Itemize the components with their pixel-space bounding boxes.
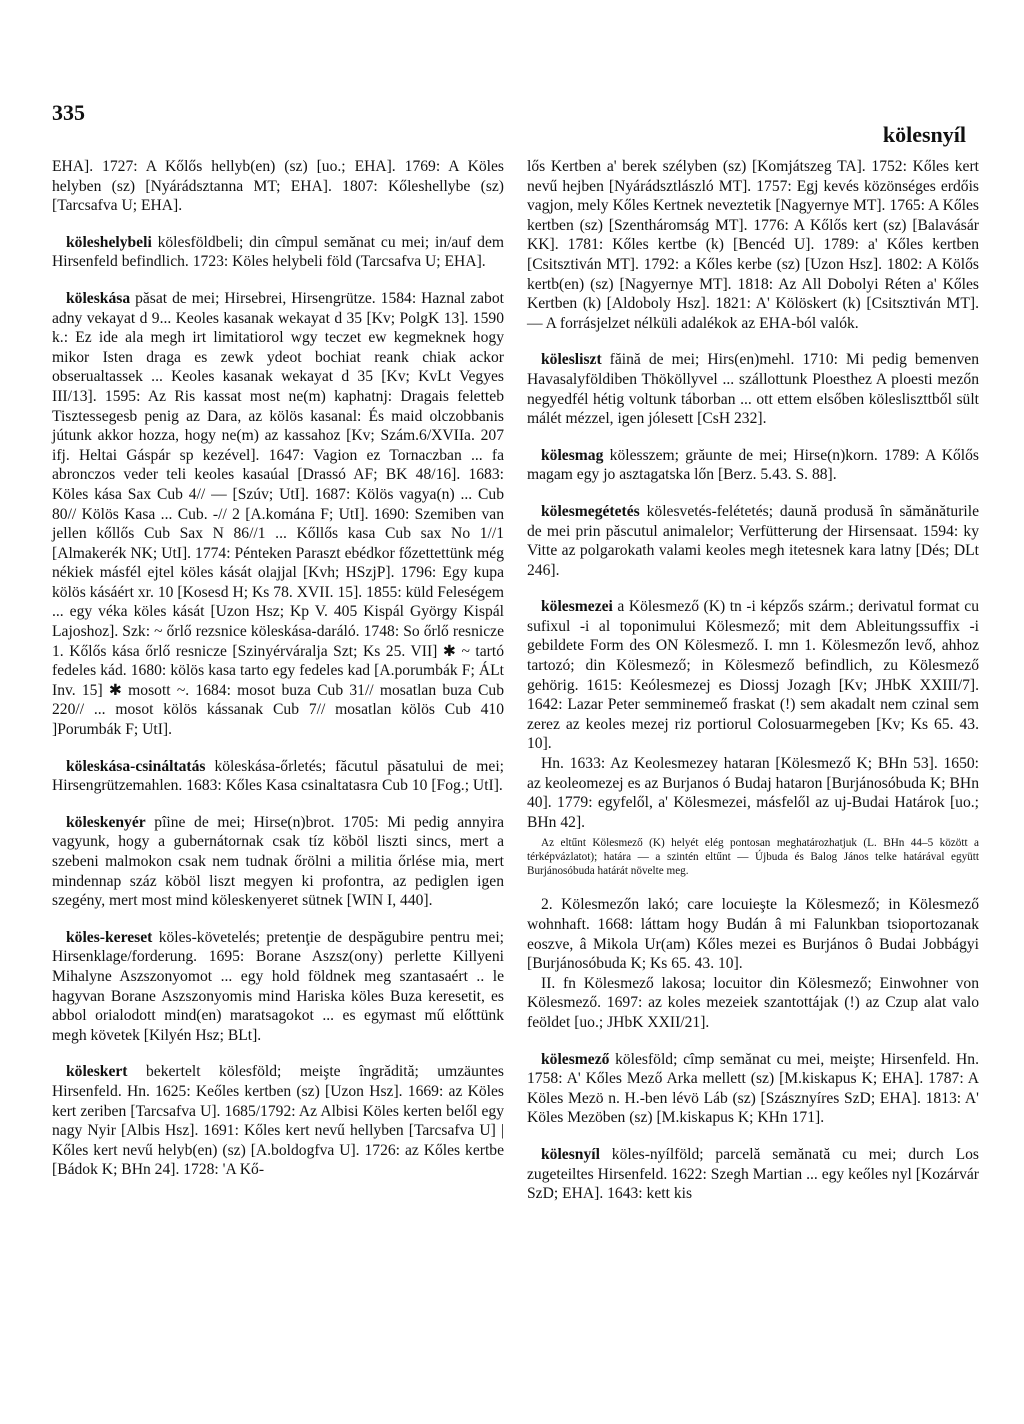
entry-headword: köleskása <box>66 289 131 307</box>
entry-text: Hn. 1633: Az Keolesmezey hataran [Kölesmező K; BHn 53]. 1650: az keoleomezej es az Burjanos ó Budaj hataron [Burjánosóbuda K; BHn 40]. 1779: egyfelől, a' Kölesmezei, másfelől az uj-Budai Határok [uo.; BHn 42]. <box>527 755 979 831</box>
dictionary-entry <box>527 157 979 333</box>
entry-continuation <box>527 974 979 1033</box>
note-text: Az eltűnt Kölesmező (K) helyét elég pontosan meghatározhatjuk (L. BHn 44–5 között a térképvázlatot); határa — a szintén eltűnt — Újbuda és Balog János telke határával együtt Burjánosóbuda határát növelte meg. <box>527 837 979 878</box>
entry-headword: köleshelybeli <box>66 233 152 251</box>
running-head: kölesnyíl <box>882 122 966 147</box>
dictionary-entry <box>52 233 504 272</box>
entry-headword: köleskenyér <box>66 813 146 831</box>
dictionary-entry <box>527 1050 979 1128</box>
entry-headword: köles-kereset <box>66 928 153 946</box>
entry-headword: kölesliszt <box>541 351 602 369</box>
entry-subsense <box>527 895 979 973</box>
entry-text: köles-nyílföld; parcelă semănată cu mei; durch Los zugeteiltes Hirsenfeld. 1622: Szegh Martian ... egy keőles nyl [Kozárvár SzD; EHA]. 1643: kett kis <box>527 1145 979 1203</box>
entry-text: köleskása-őrletés; făcutul păsatului de mei; Hirsengrützemahlen. 1683: Kőles Kasa csinaltatasra Cub 10 [Fog.; UtI]. <box>52 757 504 795</box>
entry-text: kölesszem; grăunte de mei; Hirse(n)korn. 1789: A Kőlős magam egy jo asztagatska lőn [Berz. 5.43. S. 88]. <box>527 446 979 484</box>
entry-headword: köleskert <box>66 1063 128 1081</box>
entry-text: pîine de mei; Hirse(n)brot. 1705: Mi pedig annyira vagyunk, hogy a gubernátornak csak tíz köböl liszti sincs, mert a szebeni malmokon csak nem tudnak őrölni a militia őrlése mia, mert mindennap száz köböl liszt megyen ki profontra, az pediglen igen szegény, mert most mind köleskenyeret sütnek [WIN I, 440]. <box>52 813 504 910</box>
entry-headword: kölesmag <box>541 446 604 464</box>
entry-headword: köleskása-csináltatás <box>66 757 206 775</box>
entry-text: 2. Kölesmezőn lakó; care locuieşte la Kölesmező; in Kölesmező wohnhaft. 1668: láttam hogy Budán â mi Falunkban tsioportozanak eoszve, â Mikola Ur(am) Kőles mezei es Burjános ô Budai Jobbágyi [Burjánosóbuda K; Ks 65. 43. 10]. <box>527 896 979 973</box>
entry-headword: kölesnyíl <box>541 1145 600 1163</box>
entry-continuation <box>527 754 979 832</box>
dictionary-entry <box>527 502 979 580</box>
entry-text: lős Kertben a' berek szélyben (sz) [Komjátszeg TA]. 1752: Kőles kert nevű hejben [Nyárádsztlászló MT]. 1757: Egj kevés közönséges erdőis vagjon, mely Kőles Kertnek neveztetik [Nagyernye MT]. 1765: A Kőles kertben (sz) [Szentháromság MT]. 1776: A Kőlős kert (sz) [Balavásár KK]. 1781: Kőles kertbe (k) [Bencéd U]. 1789: a' Kőles kertben [Csitsztiván MT]. 1792: a Kőles kerbe (sz) [Uzon Hsz]. 1802: A Kölős kertb(en) (sz) [Nagyernye MT]. 1818: Az All Dobolyi Réten a' Kőles Kertben (k) [Aldoboly Hsz]. 1821: A' Kölöskert (k) [Csitsztiván MT]. — A forrásjelzet nélküli adalékok az EHA-ból valók. <box>527 158 979 332</box>
dictionary-entry <box>527 1145 979 1204</box>
entry-text: köles-követelés; pretenţie de despăgubire pentru mei; Hirsenklage/forderung. 1695: Borane Aszsz(ony) perlette Killyeni Mihalyne Aszszonyomot ... egy hold földnek meg szantasaért .. le hagyvan Borane Aszszonyomis mind Hariska köles Buza keresetit, es abbol orialodott mind(en) maratsagokot ... es egymast mű előttünk megh követek [Kilyén Hsz; BLt]. <box>52 928 504 1044</box>
entry-text: făină de mei; Hirs(en)mehl. 1710: Mi pedig bemenven Havasalyföldiben Thököllyvel ... szállottunk Ploesthez A ploesti mezőn negyedfél hétig voltunk táborban ... ott ettem elsőben kölesliszttből sült málét mézzel, igen jólesett [CsH 232]. <box>527 351 979 428</box>
entry-text: II. fn Kölesmező lakosa; locuitor din Kölesmező; Einwohner von Kölesmező. 1697: az koles mezeiek szantottájak (!) az Czup alat valo feöldet [uo.; JHbK XXII/21]. <box>527 974 979 1031</box>
entry-text: EHA]. 1727: A Kőlős hellyb(en) (sz) [uo.; EHA]. 1769: A Köles helyben (sz) [Nyárádsztanna MT; EHA]. 1807: Kőleshellybe (sz) [Tarcsafva U; EHA]. <box>52 158 504 215</box>
entry-text: kölesvetés-felétetés; daună produsă în sămănăturile de mei prin păscutul animalelor; Verfütterung der Hirsensaat. 1594: ky Vitte az polgarokath valami keoles megh itetesnek kara latny [Dés; DLt 246]. <box>527 502 979 579</box>
right-column <box>527 157 979 1204</box>
entry-note <box>527 836 979 878</box>
entry-text: kölesföldbeli; din cîmpul semănat cu mei; in/auf dem Hirsenfeld befindlich. 1723: Köles helybeli föld (Tarcsafva U; EHA]. <box>52 233 504 271</box>
dictionary-entry <box>52 1062 504 1180</box>
dictionary-entry <box>52 928 504 1046</box>
page-number: 335 <box>52 100 85 125</box>
dictionary-entry <box>527 350 979 428</box>
dictionary-entry <box>52 757 504 796</box>
dictionary-entry <box>527 446 979 485</box>
entry-text: a Kölesmező (K) tn -i képzős szárm.; derivatul format cu sufixul -i al toponimului Kölesmező; mit dem Ableitungssuffix -i gebildete Form des ON Kölesmező. I. mn 1. Kölesmezőn levő, ahhoz tartozó; din Kölesmező; in Kölesmező befindlich, zu Kölesmező gehörig. 1615: Keólesmezej es Diossj Jozagh [Kv; JHbK XXIII/7]. 1642: Lazar Peter semminemeő fraskat (!) sem akadalt nem czinal sem zerez az keoles mezej riz portiorul Colosuarmegeben [Kv; Ks 65. 43. 10]. <box>527 598 979 753</box>
entry-headword: kölesmegétetés <box>541 502 640 520</box>
entry-headword: kölesmezei <box>541 598 613 616</box>
entry-headword: kölesmező <box>541 1050 610 1068</box>
dictionary-entry <box>52 813 504 911</box>
entry-text: bekertelt kölesföld; meişte îngrădită; umzäuntes Hirsenfeld. Hn. 1625: Keőles kertben (sz) [Uzon Hsz]. 1669: az Köles kert zeriben [Tarcsafva U]. 1685/1792: Az Albisi Köles kerten belől egy nagy Nyir [Albis Hsz]. 1691: Kőles kert nevű hellyben [Tarcsafva U] | Kőles kert nevű helyb(en) (sz) [A.boldogfva U]. 1726: az Kőles kertbe [Bádok K; BHn 24]. 1728: 'A Kő- <box>52 1063 504 1179</box>
entry-text: kölesföld; cîmp semănat cu mei, meişte; Hirsenfeld. Hn. 1758: A' Kőles Mező Arka mellett (sz) [M.kiskapus K; EHA]. 1787: A Köles Mezö n. H.-ben lévö Láb (sz) [Szásznyíres SzD; EHA]. 1813: A' Köles Mezöben (sz) [M.kiskapus K; KHn 171]. <box>527 1050 979 1127</box>
left-column <box>52 157 504 1180</box>
entry-text: păsat de mei; Hirsebrei, Hirsengrütze. 1584: Haznal zabot adny vekayat d 9... Keoles kasanak wekayat d 35 [Kv; PolgK 13]. 1590 k.: Ez ide ala megh irt limitatiorol wgy teczet ew kegmeknek hogy mikor Isten draga es zewk ydeot bochiat reank chiak ackor obserualtassek ... Keoles kasanak wekayat d 35 [Kv; KvLt Vegyes III/13]. 1595: Az Ris kassat most ne(m) kaphatnj: Dragais feletteb Tisztessegesb penig az Dara, az kölös kasanal: És maid olczobbanis jútunk akkor hozza, hogy ne(m) az kassahoz [Kv; Szám.6/XVIIa. 207 ifj. Heltai Gáspár sp kezével]. 1647: Vagion ez Tornaczban ... fa abronczos veder teli keoles kasaúal [Drassó AF; BK 48/16]. 1683: Köles kása Sax Cub 4// — [Szúv; UtI]. 1687: Kölös vagya(n) ... Cub 80// Kölös Kasa ... Cub. -// 2 [A.komána F; UtI]. 1690: Szemiben van jellen kőllős Cub Sax N 86//1 ... Kőllős kasa Cub sax No 1//1 [Almakerék NK; UtI]. 1774: Pénteken Paraszt ebédkor főzettettünk még nékiek másfél ejtel köles kását olajjal [Kvh; HSzjP]. 1796: Egy kupa kölös kásáért xr. 10 [Kosesd H; Ks 78. XVII. 15]. 1855: küld Feleségem ... egy véka köles kását [Uzon Hsz; Kp V. 405 Kispál György Kispál Lajoshoz]. Szk: ~ őrlő rezsnice köleskása-daráló. 1748: So őrlő resnicze 1. Kőlős kása őrlő resnicze [Szinyérváralja Szt; Ks 25. VII] ✱ ~ tartó fedeles kád. 1680: kölös kasa tarto egy fedeles kad [A.porumbák F; ÁLt Inv. 15] ✱ mosott ~. 1684: mosot buza Cub 31// mosatlan buza Cub 220// ... mosot kölös kássanak Cub 7// mosatlan kölös Cub 410 ]Porumbák F; UtI]. <box>52 289 504 739</box>
dictionary-entry <box>527 597 979 754</box>
dictionary-entry <box>52 289 504 740</box>
dictionary-entry <box>52 157 504 216</box>
